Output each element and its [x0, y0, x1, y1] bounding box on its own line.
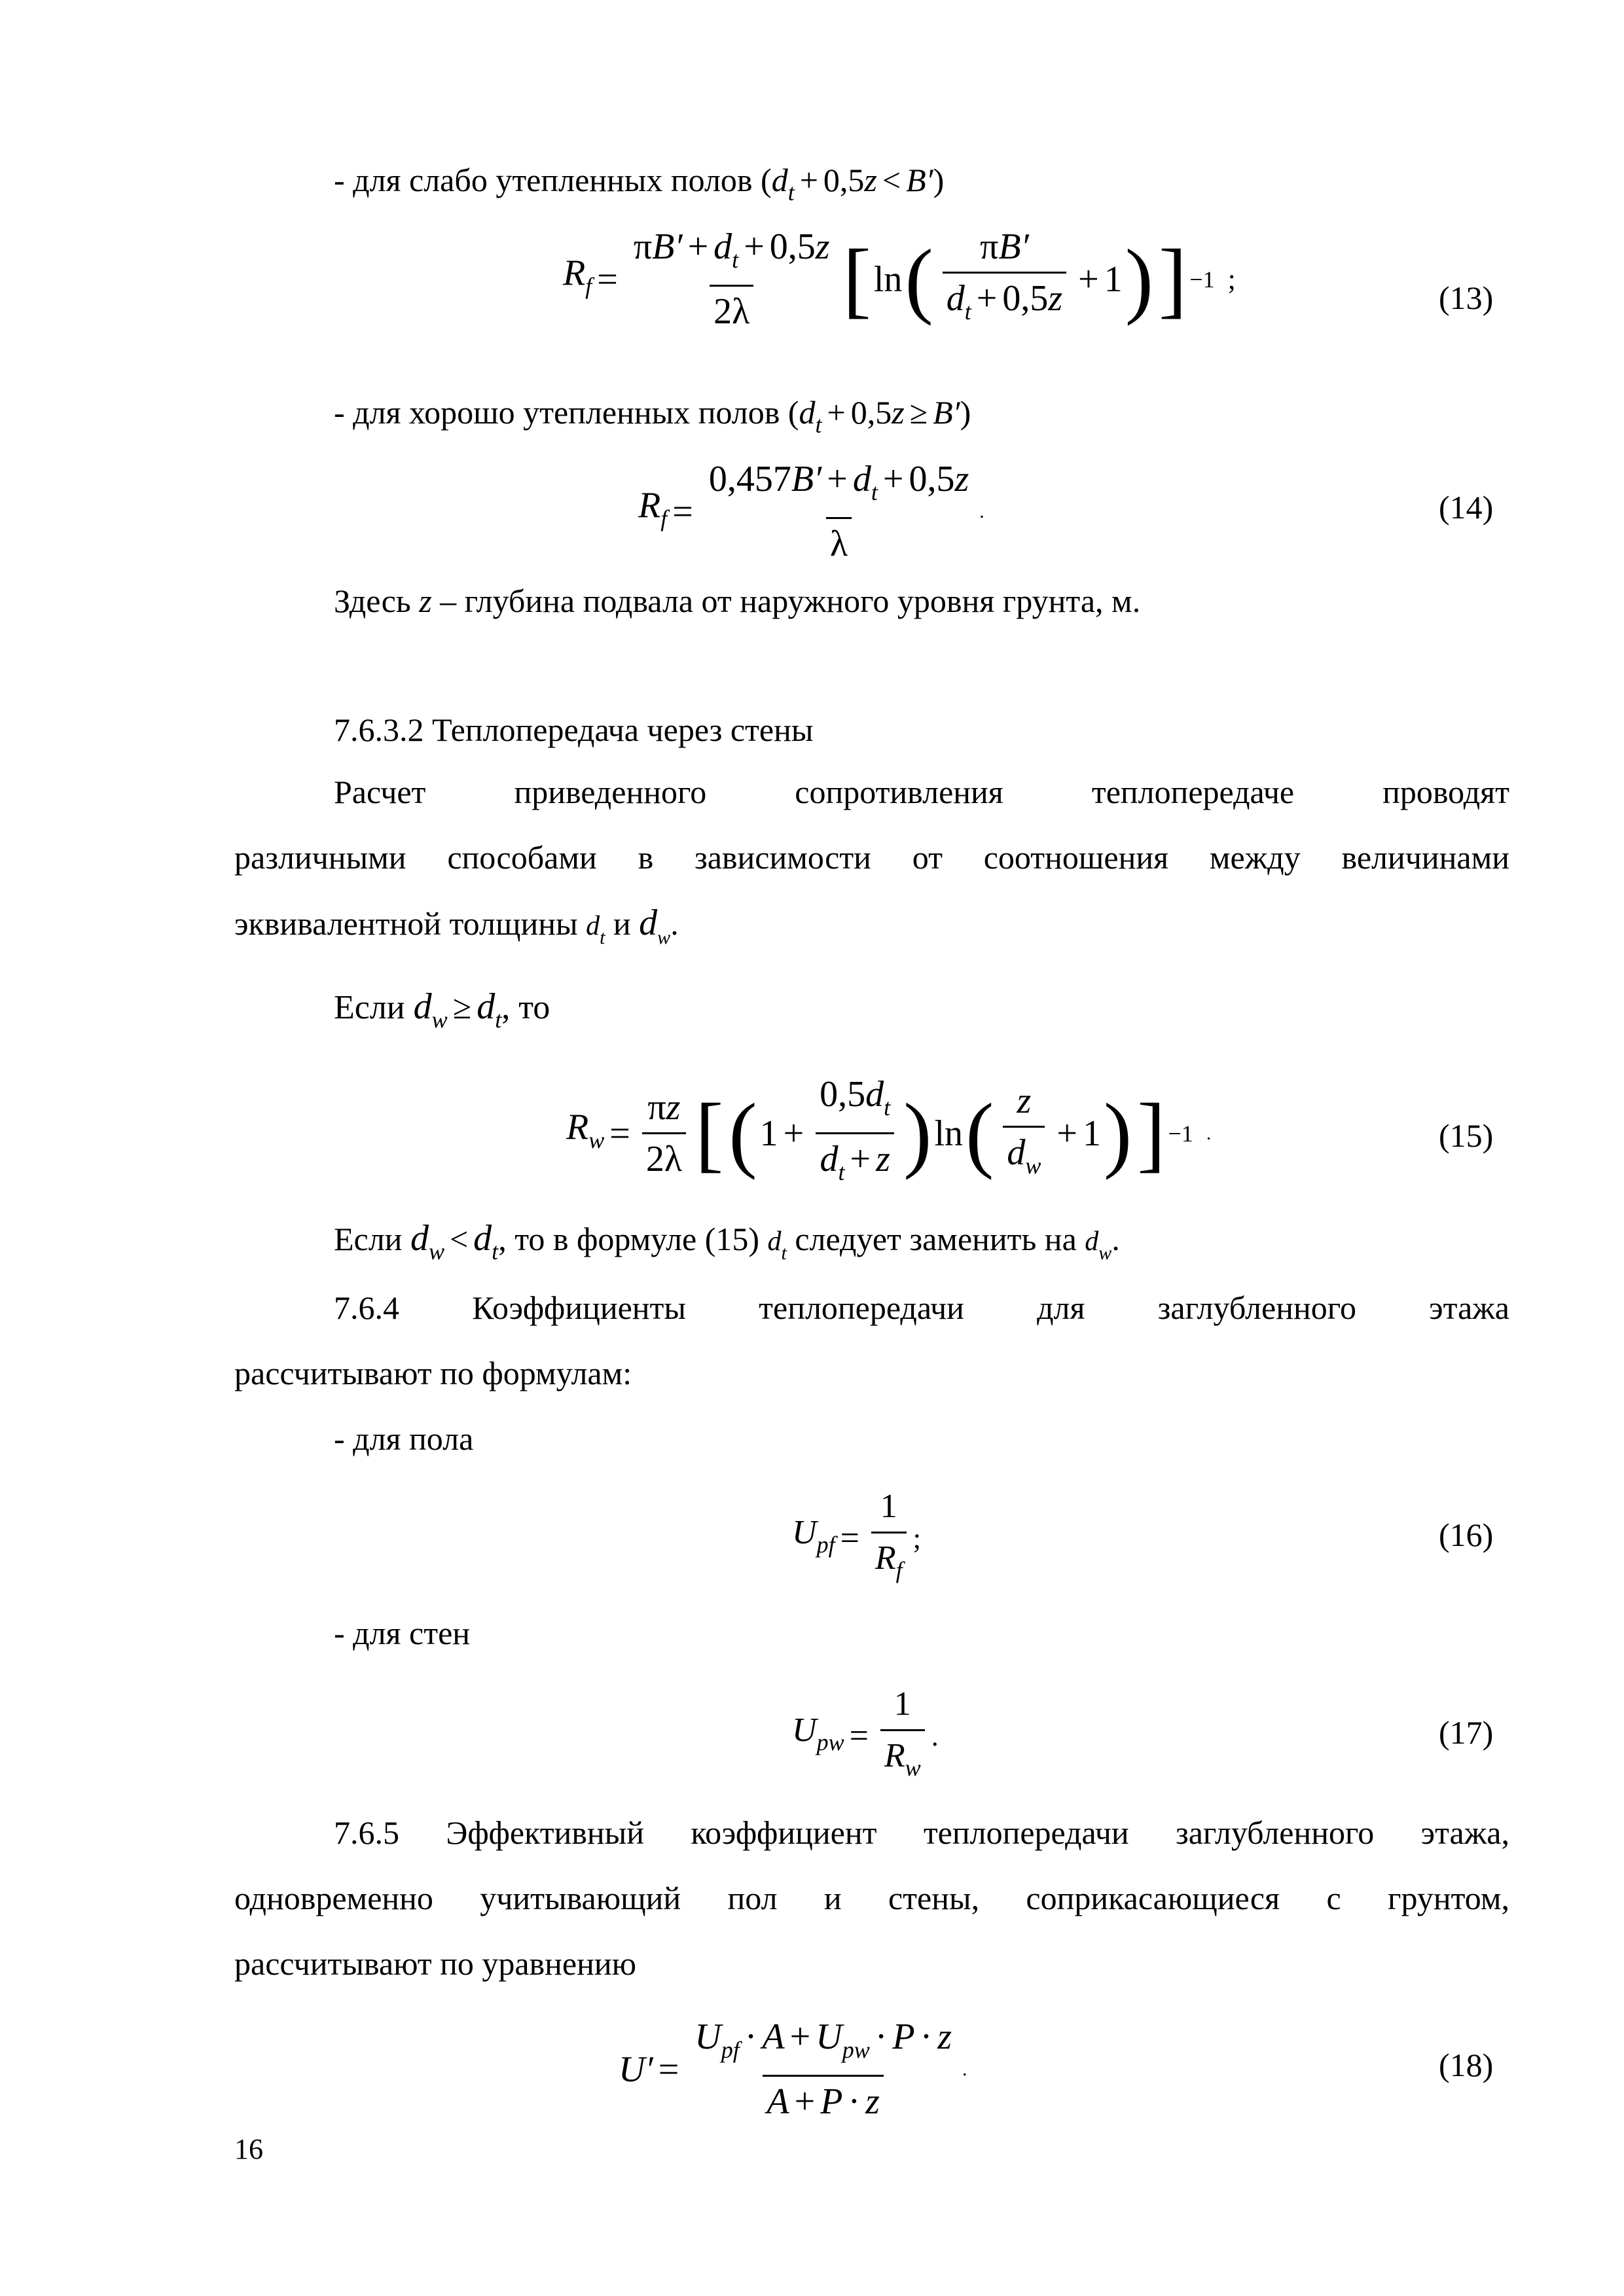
equation-15: $R_w$ = $\frac{\pi z}{2\lambda}$ [ ( 1 + $\frac{0,5d_t}{d_t + z}$ ) ln ( $\frac{z}{d_w}$ + 1 ) ] −1 . — [566, 1073, 1211, 1193]
page-number: 16 — [234, 2133, 263, 2165]
paragraph-line: 7.6.5 Эффективный коэффициент теплопередачи заглубленного этажа, — [334, 1814, 1509, 1851]
equation-number-13: (13) — [1439, 279, 1494, 316]
equation-number-14: (14) — [1439, 489, 1494, 526]
equation-18: U′ = $\frac{U_{pf} \cdot A + U_{pw} \cdot P \cdot z}{A + P \cdot z}$ . — [619, 2017, 967, 2122]
equation-17: $U_{pw}$ = $\frac{1}{R_w}$ . — [792, 1683, 939, 1789]
condition-dw-lt-dt: Если $d_w < d_t$, то в формуле (15) $d_t$ следует заменить на $d_w$. — [334, 1218, 1120, 1265]
equation-number-18: (18) — [1439, 2047, 1494, 2083]
paragraph-line: рассчитывают по уравнению — [234, 1945, 636, 1982]
variable-definition-z: Здесь z – глубина подвала от наружного уровня грунта, м. — [334, 583, 1141, 619]
equation-14: $R_f$ = $\frac{0,457B' + d_t + 0,5z}{\lambda}$ . — [638, 459, 984, 564]
equation-number-16: (16) — [1439, 1516, 1494, 1553]
label-floor: - для пола — [334, 1420, 474, 1457]
equation-16: $U_{pf}$ = $\frac{1}{R_f}$ ; — [792, 1486, 921, 1591]
paragraph-line: рассчитывают по формулам: — [234, 1355, 632, 1391]
condition-weak-insulation: - для слабо утепленных полов $(d_t + 0,5z < B')$ — [334, 162, 945, 206]
condition-good-insulation: - для хорошо утепленных полов $(d_t + 0,5z \ge B')$ — [334, 394, 971, 438]
paragraph-line: Расчет приведенного сопротивления теплопередаче проводят — [334, 774, 1509, 810]
paragraph-line: 7.6.4 Коэффициенты теплопередачи для заглубленного этажа — [334, 1289, 1509, 1326]
section-heading-7-6-3-2: 7.6.3.2 Теплопередача через стены — [334, 711, 814, 748]
equation-13: $R_f$ = $\frac{\pi B' + d_t + 0,5z}{2\lambda}$ [ ln ( $\frac{\pi B'}{d_t + 0,5z}$ + 1 ) ] −1 ; — [563, 226, 1236, 332]
condition-dw-ge-dt: Если $d_w \ge d_t$, то — [334, 986, 550, 1033]
equation-number-17: (17) — [1439, 1714, 1494, 1751]
paragraph-line: одновременно учитывающий пол и стены, соприкасающиеся с грунтом, — [234, 1880, 1509, 1916]
paragraph-line: эквивалентной толщины $d_t$ и $d_w$. — [234, 903, 679, 948]
paragraph-line: различными способами в зависимости от соотношения между величинами — [234, 839, 1509, 876]
equation-number-15: (15) — [1439, 1117, 1494, 1154]
label-walls: - для стен — [334, 1615, 471, 1651]
